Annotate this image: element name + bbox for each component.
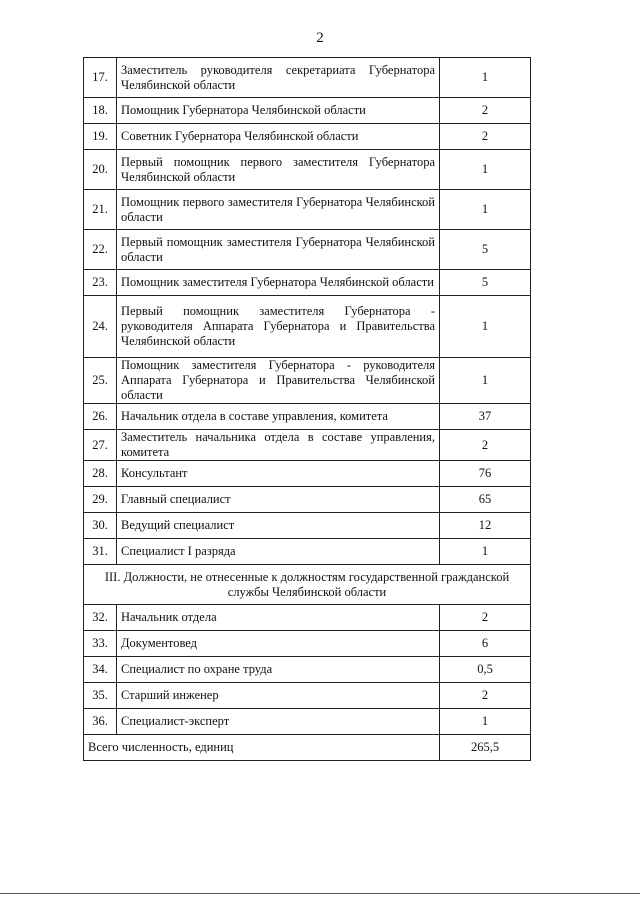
row-number: 35. (84, 683, 117, 709)
row-number: 32. (84, 605, 117, 631)
page-number: 2 (316, 30, 324, 46)
total-label: Всего численность, единиц (84, 735, 440, 761)
table-row (84, 683, 531, 709)
row-number: 36. (84, 709, 117, 735)
position-count: 0,5 (440, 657, 531, 683)
position-count: 2 (440, 98, 531, 124)
row-number: 30. (84, 513, 117, 539)
table-row (84, 709, 531, 735)
total-value: 265,5 (440, 735, 531, 761)
position-count: 76 (440, 461, 531, 487)
position-name: Помощник первого заместителя Губернатора Челябинской области (117, 190, 440, 230)
total-row (84, 735, 531, 761)
position-count: 12 (440, 513, 531, 539)
table-row (84, 631, 531, 657)
position-count: 1 (440, 190, 531, 230)
position-count: 1 (440, 58, 531, 98)
position-name: Помощник Губернатора Челябинской области (117, 98, 440, 124)
table-row (84, 270, 531, 296)
position-count: 6 (440, 631, 531, 657)
position-count: 1 (440, 709, 531, 735)
position-name: Специалист-эксперт (117, 709, 440, 735)
row-number: 24. (84, 296, 117, 358)
row-number: 34. (84, 657, 117, 683)
table-row (84, 404, 531, 430)
position-name: Начальник отдела в составе управления, комитета (117, 404, 440, 430)
table-row (84, 513, 531, 539)
position-count: 2 (440, 430, 531, 461)
position-name: Первый помощник заместителя Губернатора - руководителя Аппарата Губернатора и Правительства Челябинской области (117, 296, 440, 358)
row-number: 17. (84, 58, 117, 98)
table-row (84, 150, 531, 190)
table-row (84, 487, 531, 513)
position-count: 5 (440, 270, 531, 296)
row-number: 29. (84, 487, 117, 513)
position-name: Начальник отдела (117, 605, 440, 631)
page-bottom-rule (0, 893, 640, 894)
position-name: Главный специалист (117, 487, 440, 513)
row-number: 23. (84, 270, 117, 296)
position-name: Заместитель руководителя секретариата Губернатора Челябинской области (117, 58, 440, 98)
table-row (84, 461, 531, 487)
position-name: Консультант (117, 461, 440, 487)
position-name: Первый помощник первого заместителя Губернатора Челябинской области (117, 150, 440, 190)
table-row (84, 358, 531, 404)
table-row (84, 296, 531, 358)
position-name: Заместитель начальника отдела в составе управления, комитета (117, 430, 440, 461)
row-number: 21. (84, 190, 117, 230)
position-name: Документовед (117, 631, 440, 657)
row-number: 33. (84, 631, 117, 657)
position-count: 1 (440, 539, 531, 565)
position-name: Помощник заместителя Губернатора - руководителя Аппарата Губернатора и Правительства Челябинской области (117, 358, 440, 404)
position-count: 2 (440, 683, 531, 709)
position-name: Помощник заместителя Губернатора Челябинской области (117, 270, 440, 296)
position-name: Советник Губернатора Челябинской области (117, 124, 440, 150)
table-row (84, 98, 531, 124)
position-count: 1 (440, 150, 531, 190)
position-name: Специалист по охране труда (117, 657, 440, 683)
position-count: 37 (440, 404, 531, 430)
position-count: 2 (440, 124, 531, 150)
row-number: 22. (84, 230, 117, 270)
section-heading-row (84, 565, 531, 605)
row-number: 18. (84, 98, 117, 124)
row-number: 19. (84, 124, 117, 150)
position-name: Ведущий специалист (117, 513, 440, 539)
position-count: 2 (440, 605, 531, 631)
table-row (84, 605, 531, 631)
position-name: Специалист I разряда (117, 539, 440, 565)
table-row (84, 230, 531, 270)
staff-table (83, 57, 531, 761)
table-row (84, 430, 531, 461)
row-number: 31. (84, 539, 117, 565)
section-heading: III. Должности, не отнесенные к должностям государственной гражданской службы Челябинской области (84, 565, 531, 605)
row-number: 20. (84, 150, 117, 190)
position-name: Старший инженер (117, 683, 440, 709)
position-name: Первый помощник заместителя Губернатора Челябинской области (117, 230, 440, 270)
position-count: 65 (440, 487, 531, 513)
table-row (84, 190, 531, 230)
position-count: 1 (440, 296, 531, 358)
row-number: 26. (84, 404, 117, 430)
position-count: 1 (440, 358, 531, 404)
table-row (84, 657, 531, 683)
row-number: 28. (84, 461, 117, 487)
table-row (84, 58, 531, 98)
row-number: 25. (84, 358, 117, 404)
table-row (84, 124, 531, 150)
position-count: 5 (440, 230, 531, 270)
row-number: 27. (84, 430, 117, 461)
table-row (84, 539, 531, 565)
